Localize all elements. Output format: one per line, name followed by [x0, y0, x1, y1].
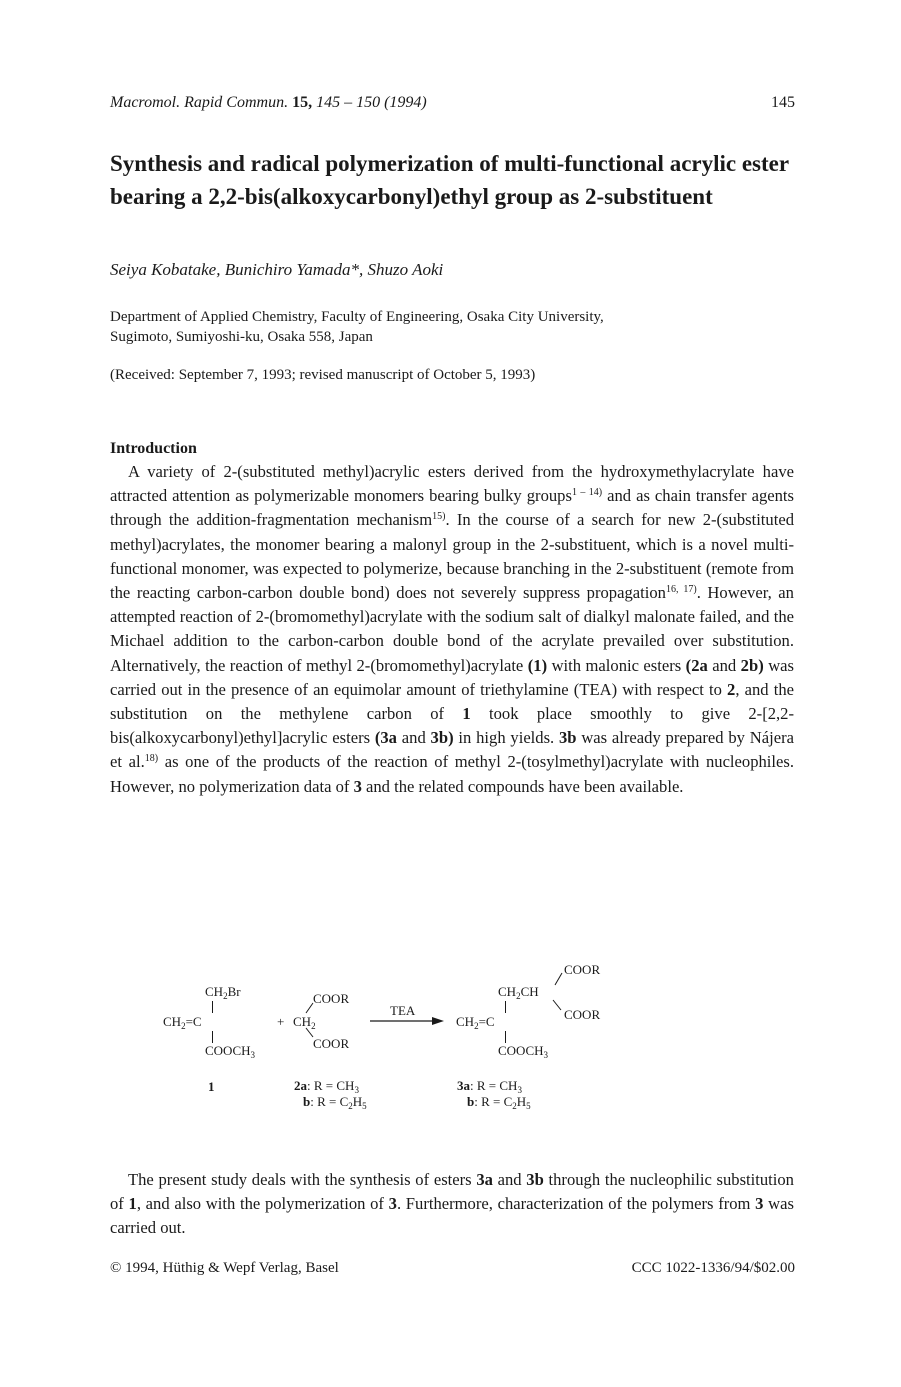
intro-text: and as chain transfer agents through the addition-fragmentation mechanism [110, 486, 794, 530]
page-number: 145 [771, 94, 795, 111]
section-heading-introduction: Introduction [110, 440, 197, 457]
compound-ref: 2 [727, 679, 736, 699]
intro-text: was carried out in the presence of an equimolar amount of triethylamine (TEA) with respect to [110, 655, 794, 699]
paper-title: Synthesis and radical polymerization of multi-functional acrylic ester bearing a 2,2-bis(alkoxycarbonyl)ethyl group as 2-substituent [110, 151, 789, 209]
summary-text: was carried out. [110, 1194, 794, 1238]
compound-ref: 3 [388, 1194, 397, 1214]
reaction-arrow [370, 1016, 444, 1026]
compound-ref: (2a [685, 655, 708, 675]
affiliation-line-1: Department of Applied Chemistry, Faculty of Engineering, Osaka City University, [110, 309, 604, 325]
author-kobatake: Seiya Kobatake, [110, 260, 221, 279]
compound-ref: 1 [128, 1194, 137, 1214]
compound-ref: 3 [353, 776, 362, 796]
intro-text: took place smoothly to give 2-[2,2-bis(alkoxycarbonyl)ethyl]acrylic esters [110, 704, 795, 748]
affiliation [110, 307, 800, 347]
intro-text: and the related compounds have been available. [361, 776, 684, 796]
compound-ref: 3b) [430, 728, 454, 748]
intro-text: . In the course of a search for new 2-(substituted methyl)acrylates, the monomer bearing a malonyl group in the 2-substituent, which is a novel multi-functional monomer, was expected to polymerize, because branching in the 2-substituent (remote from the reacting carbon-carbon double bond) does not severely suppress propagation [110, 510, 794, 603]
author-list [110, 260, 443, 280]
compound-ref: 3a [476, 1170, 493, 1189]
reference-citation: 18) [144, 753, 159, 765]
bond-line [553, 1000, 561, 1010]
summary-text: The present study deals with the synthesis of esters [128, 1170, 477, 1189]
introduction-paragraph [110, 460, 794, 799]
product-ch2c: $CH_2=C$ [456, 1014, 495, 1031]
compound-label-3b: b: $R = C_2H_5$ [467, 1094, 531, 1111]
reactant-1-ch2br: $CH_2Br$ [205, 984, 241, 1001]
author-aoki: , Shuzo Aoki [359, 260, 444, 279]
reactant-1-ch2c: $CH_2=C$ [163, 1014, 202, 1031]
compound-ref: 3b [526, 1170, 544, 1189]
reactant-2-ch2: $CH_2$ [293, 1014, 316, 1031]
summary-paragraph [110, 1168, 794, 1241]
arrow-head [432, 1017, 444, 1025]
product-ch2ch: $CH_2CH$ [498, 984, 539, 1001]
intro-text: with malonic esters [547, 655, 686, 675]
intro-text: as one of the products of the reaction of methyl 2-(tosylmethyl)acrylate with nucleophiles. However, no polymerization data of [110, 752, 794, 796]
intro-text: A variety of 2-(substituted methyl)acrylic esters derived from the hydroxymethylacrylate have attracted attention as polymerizable monomers bearing bulky groups [110, 462, 794, 506]
journal-name: Macromol. Rapid Commun. [110, 94, 289, 111]
summary-text: , and also with the polymerization of [136, 1194, 389, 1214]
product-coor-right: COOR [564, 1007, 601, 1022]
bond-line [212, 1001, 213, 1013]
plus-sign: + [277, 1014, 285, 1029]
compound-ref: 3 [755, 1194, 764, 1214]
intro-text: in high yields. [453, 728, 559, 748]
reactant-1-cooch3: $COOCH_3$ [205, 1043, 256, 1060]
compound-label-1: 1 [208, 1079, 215, 1094]
reference-citation: 1 – 14) [571, 487, 603, 499]
journal-volume: 15, [292, 94, 313, 111]
copyright-notice: © 1994, Hüthig & Wepf Verlag, Basel [110, 1260, 339, 1276]
reference-citation: 16, 17) [665, 584, 697, 596]
compound-ref: 1 [462, 704, 471, 724]
bond-line [505, 1001, 506, 1013]
corresponding-author-mark: * [350, 260, 360, 279]
bond-line [306, 1003, 313, 1013]
ccc-code: CCC 1022-1336/94/$02.00 [631, 1260, 795, 1276]
summary-text: and [492, 1170, 527, 1189]
reference-citation: 15) [432, 511, 446, 523]
summary-text: through the nucleophilic substitution of [110, 1170, 794, 1214]
bond-line [212, 1031, 213, 1043]
intro-text: , and the substitution on the methylene carbon of [110, 679, 794, 724]
compound-ref: 3b [559, 728, 577, 748]
received-dates: (Received: September 7, 1993; revised manuscript of October 5, 1993) [110, 367, 536, 383]
journal-citation [110, 94, 427, 112]
compound-label-3a: 3a: $R = CH_3$ [457, 1078, 522, 1095]
compound-ref: 2b) [740, 655, 764, 675]
bond-line [555, 973, 562, 985]
intro-text: and [707, 655, 741, 675]
compound-ref: (1) [527, 655, 548, 675]
affiliation-line-2: Sugimoto, Sumiyoshi-ku, Osaka 558, Japan [110, 329, 373, 345]
compound-label-2a: 2a: $R = CH_3$ [294, 1078, 359, 1095]
intro-text: was already prepared by Nájera et al. [110, 728, 794, 772]
product-cooch3: $COOCH_3$ [498, 1043, 549, 1060]
journal-pages-year: 145 – 150 (1994) [316, 94, 427, 111]
author-yamada: Bunichiro Yamada [224, 260, 351, 279]
reactant-2-coor-bottom: COOR [313, 1036, 350, 1051]
summary-text: . Furthermore, characterization of the polymers from [396, 1194, 756, 1214]
compound-label-2b: b: $R = C_2H_5$ [303, 1094, 367, 1111]
intro-text: and [396, 728, 431, 748]
reactant-2-coor-top: COOR [313, 991, 350, 1006]
compound-ref: (3a [374, 728, 397, 748]
product-coor-top: COOR [564, 962, 601, 977]
arrow-label-tea: TEA [390, 1003, 416, 1018]
bond-line [505, 1031, 506, 1043]
intro-text: . However, an attempted reaction of 2-(bromomethyl)acrylate with the sodium salt of dialkyl malonate failed, and the Michael addition to the carbon-carbon double bond of the acrylate prevailed over substitution. Alternatively, the reaction of methyl 2-(bromomethyl)acrylate [110, 583, 794, 675]
